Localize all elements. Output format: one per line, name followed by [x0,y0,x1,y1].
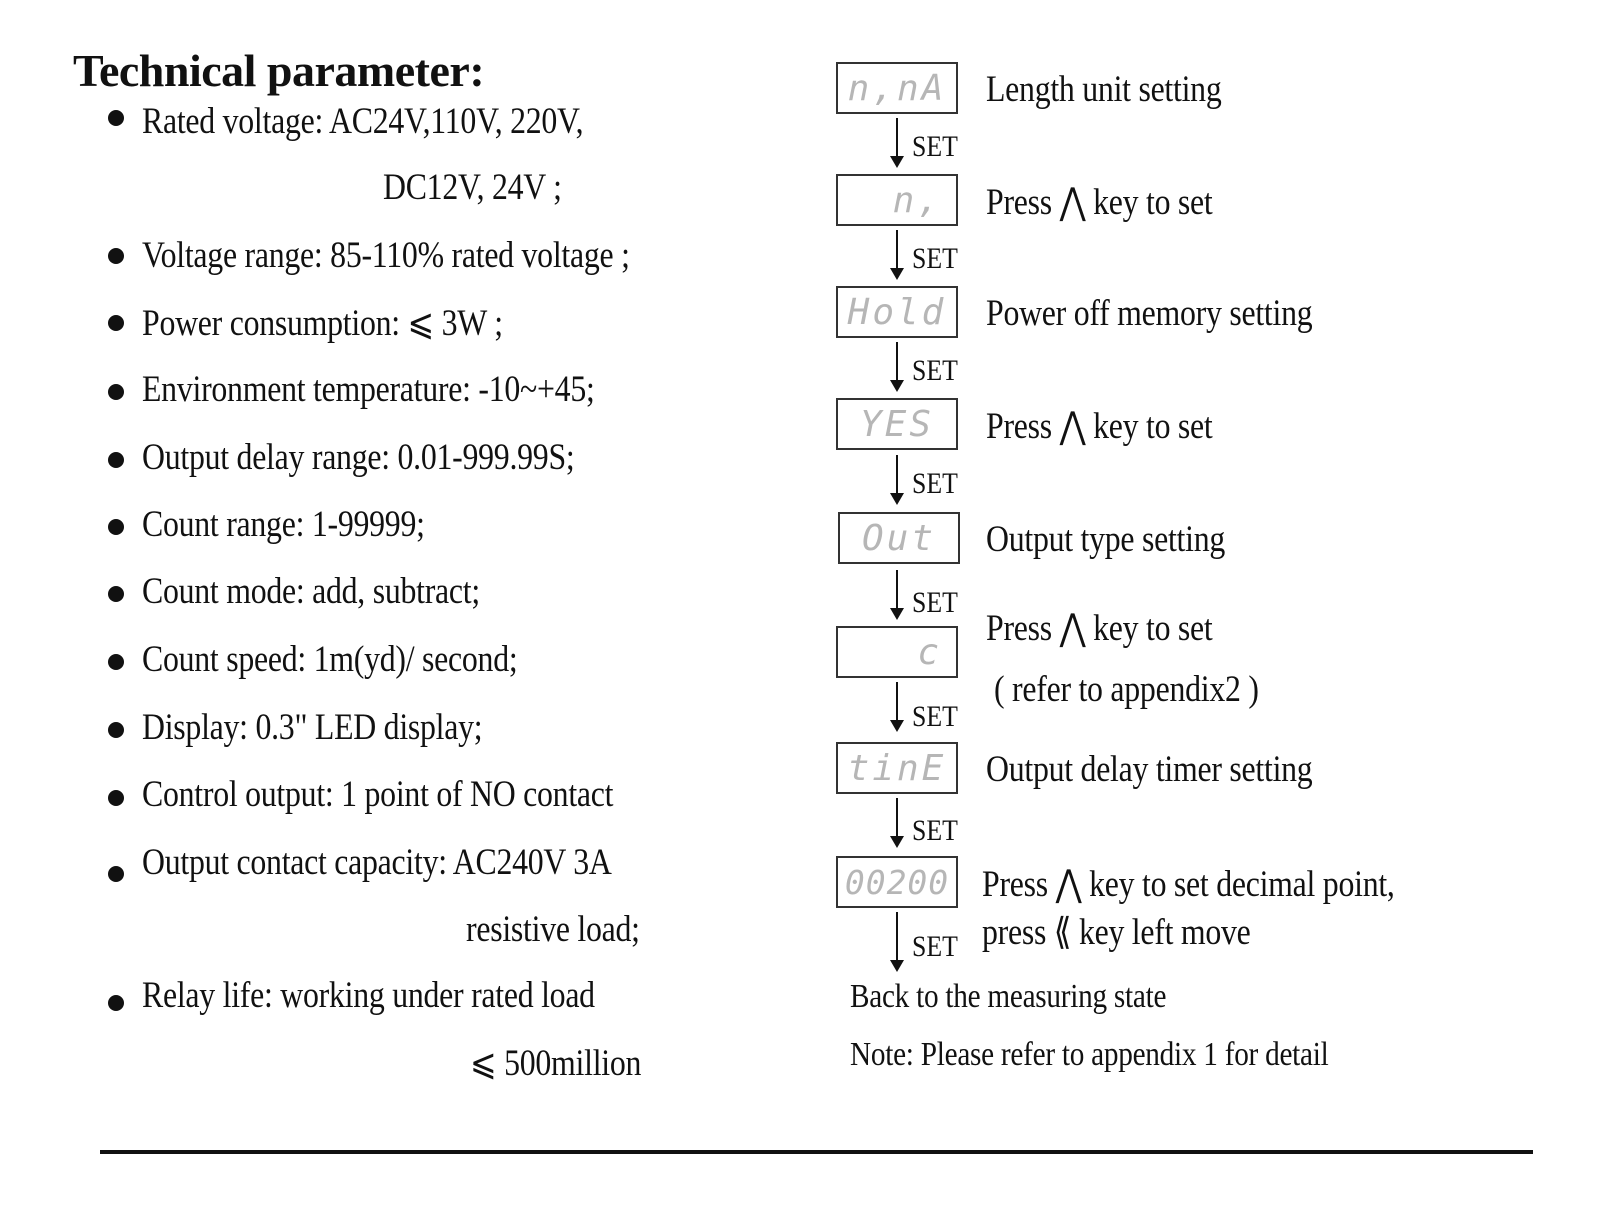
bullet [108,995,124,1011]
bullet [108,384,124,400]
bullet [108,722,124,738]
spec-environment-temperature: Environment temperature: -10~+45; [142,369,595,410]
spec-rated-voltage-cont: DC12V, 24V ; [383,167,562,208]
flow-label-press-key: Press ⋀ key to set [986,608,1213,649]
spec-voltage-range: Voltage range: 85-110% rated voltage ; [142,235,630,276]
lcd-display-c: c [836,626,958,678]
section-title: Technical parameter: [73,45,485,96]
spec-count-range: Count range: 1-99999; [142,504,425,545]
flow-label-press-key: Press ⋀ key to set [986,406,1213,447]
lcd-display-yes: YES [836,398,958,450]
bullet [108,315,124,331]
flow-label-left-move: press ⟪ key left move [982,912,1251,953]
bottom-divider [100,1150,1533,1154]
down-arrow-icon [896,912,898,970]
bullet [108,586,124,602]
spec-output-contact-capacity-cont: resistive load; [466,909,640,950]
flow-label-refer-appendix2: ( refer to appendix2 ) [994,669,1259,710]
bullet [108,654,124,670]
down-arrow-icon [896,230,898,278]
flow-back-to-measuring: Back to the measuring state [850,978,1167,1015]
spec-control-output: Control output: 1 point of NO contact [142,774,614,815]
down-arrow-icon [896,118,898,166]
lcd-display-timer-value: 00200 [836,856,958,908]
lcd-display-out: Out [838,512,960,564]
lcd-display-hold: Hold [836,286,958,338]
flow-note: Note: Please refer to appendix 1 for detail [850,1036,1329,1073]
lcd-display-unit-value: n, [836,174,958,226]
down-arrow-icon [896,682,898,730]
flow-label-decimal-point: Press ⋀ key to set decimal point, [982,864,1395,905]
spec-relay-life: Relay life: working under rated load [142,975,595,1016]
set-key-label: SET [912,467,958,500]
down-arrow-icon [896,798,898,846]
set-key-label: SET [912,814,958,847]
spec-display: Display: 0.3" LED display; [142,707,483,748]
spec-output-delay-range: Output delay range: 0.01-999.99S; [142,437,575,478]
spec-output-contact-capacity: Output contact capacity: AC240V 3A [142,842,612,883]
down-arrow-icon [896,570,898,618]
down-arrow-icon [896,455,898,503]
spec-count-mode: Count mode: add, subtract; [142,571,480,612]
bullet [108,866,124,882]
set-key-label: SET [912,700,958,733]
set-key-label: SET [912,242,958,275]
down-arrow-icon [896,342,898,390]
spec-power-consumption: Power consumption: ⩽ 3W ; [142,303,503,344]
flow-label-press-key: Press ⋀ key to set [986,182,1213,223]
set-key-label: SET [912,586,958,619]
bullet [108,519,124,535]
flow-label-output-delay-timer: Output delay timer setting [986,749,1313,790]
flow-label-power-off-memory: Power off memory setting [986,293,1313,334]
spec-count-speed: Count speed: 1m(yd)/ second; [142,639,518,680]
bullet [108,248,124,264]
spec-relay-life-cont: ⩽ 500million [470,1043,642,1084]
lcd-display-time: tinE [836,742,958,794]
set-key-label: SET [912,354,958,387]
flow-label-output-type: Output type setting [986,519,1226,560]
flow-label-length-unit: Length unit setting [986,69,1222,110]
bullet [108,790,124,806]
lcd-display-length-unit: n,nA [836,62,958,114]
bullet [108,452,124,468]
bullet [108,110,124,126]
set-key-label: SET [912,930,958,963]
set-key-label: SET [912,130,958,163]
spec-rated-voltage: Rated voltage: AC24V,110V, 220V, [142,101,584,142]
